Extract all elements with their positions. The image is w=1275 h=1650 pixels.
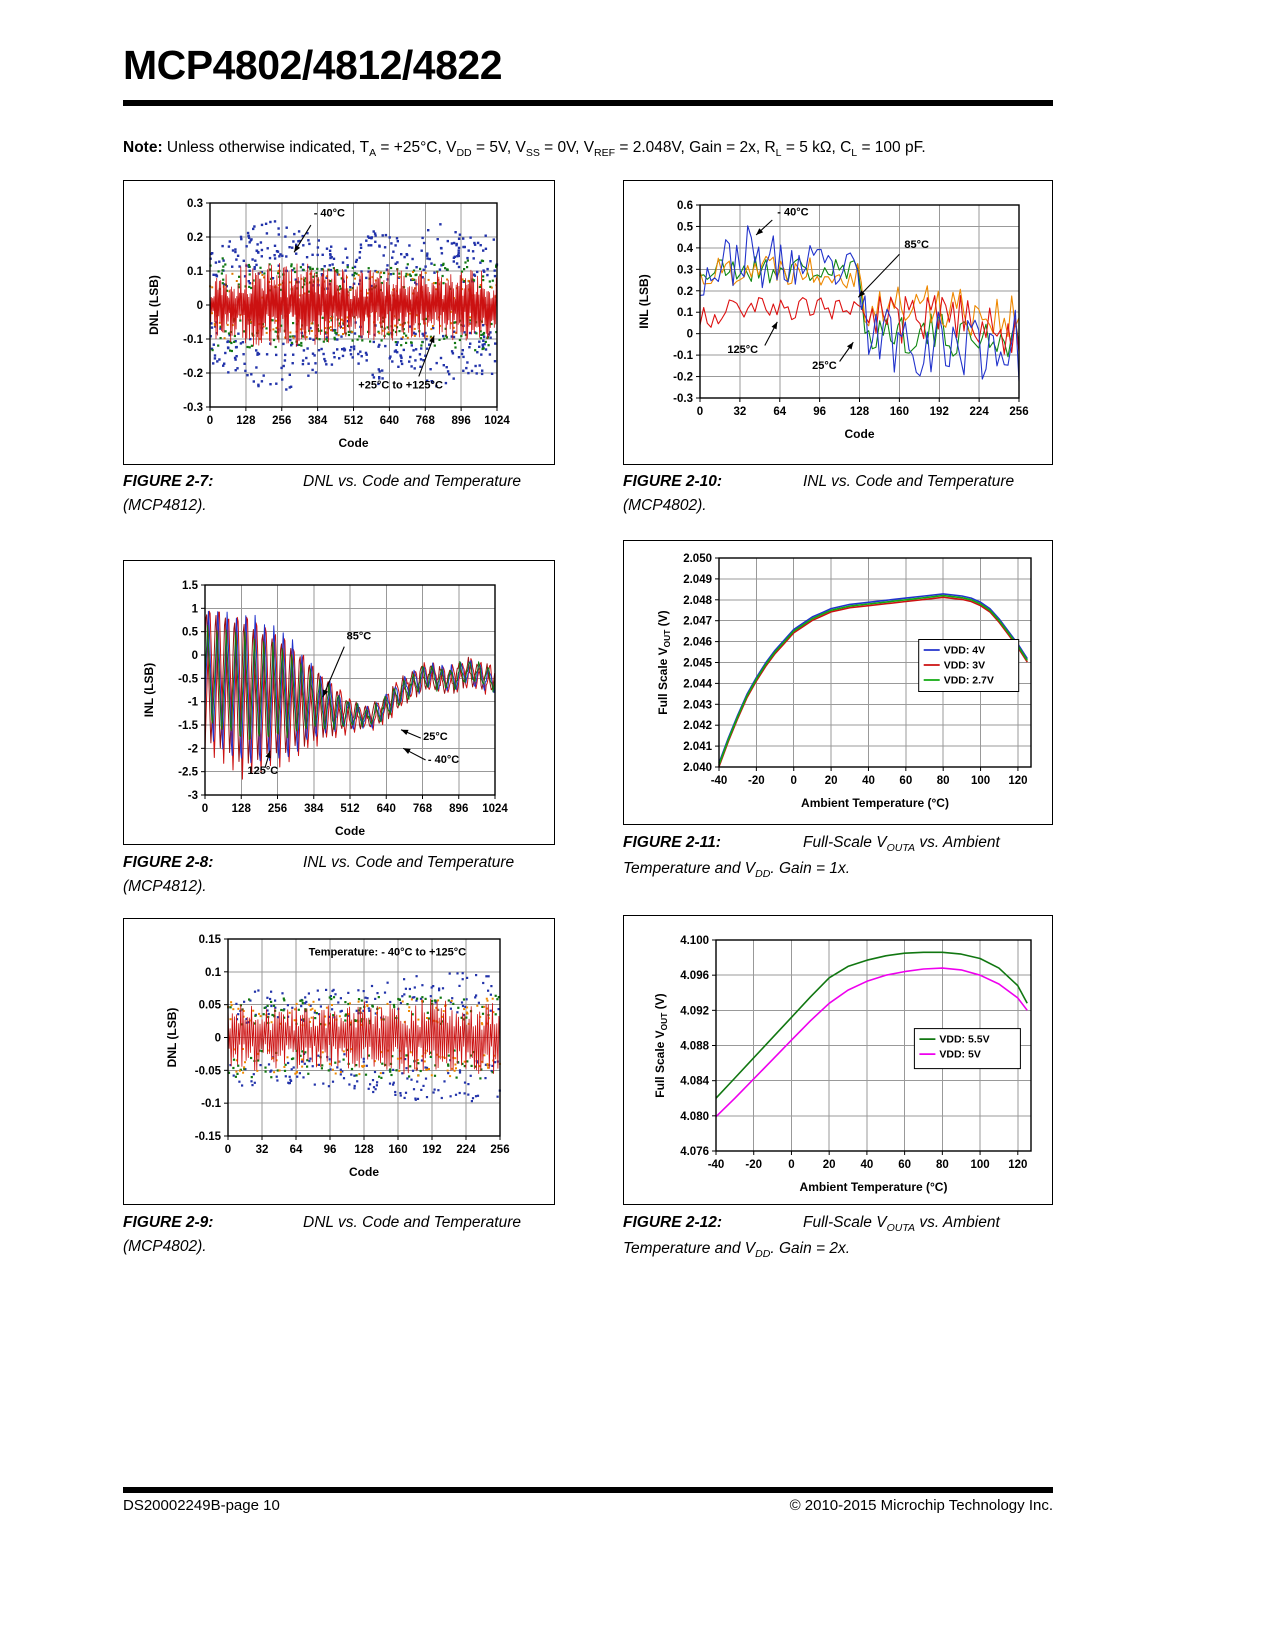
svg-text:128: 128 [231, 803, 251, 815]
figure-2-12-box [623, 915, 1053, 1205]
svg-text:896: 896 [451, 415, 471, 427]
fig-2-12-canvas [624, 916, 1052, 1204]
svg-text:256: 256 [1009, 406, 1029, 418]
svg-text:DNL (LSB): DNL (LSB) [165, 1007, 179, 1068]
figure-2-10-chart [624, 181, 1052, 464]
figure-caption-label: FIGURE 2-9: [123, 1214, 214, 1231]
svg-text:768: 768 [412, 803, 433, 815]
figure-caption-label: FIGURE 2-7: [123, 473, 214, 490]
svg-text:2.041: 2.041 [683, 741, 712, 754]
svg-text:0.15: 0.15 [198, 934, 221, 946]
svg-text:60: 60 [898, 1159, 912, 1171]
svg-text:0: 0 [196, 300, 203, 312]
figure-2-7-box [123, 180, 555, 465]
figure-caption-text: DNL vs. Code and Temperature (MCP4812). [123, 473, 521, 515]
svg-text:384: 384 [308, 415, 328, 427]
svg-text:224: 224 [969, 406, 989, 418]
figure-2-9-box [123, 918, 555, 1205]
fig-2-9-canvas [124, 919, 554, 1204]
svg-text:256: 256 [272, 415, 292, 427]
figure-2-12-chart [624, 916, 1052, 1204]
svg-text:Ambient Temperature (°C): Ambient Temperature (°C) [801, 796, 949, 810]
svg-text:-0.1: -0.1 [201, 1098, 221, 1111]
svg-text:0: 0 [224, 1144, 232, 1156]
svg-text:125°C: 125°C [727, 344, 759, 356]
figure-2-7-caption [123, 470, 555, 519]
figure-2-10-caption [623, 470, 1053, 519]
svg-text:640: 640 [376, 803, 396, 815]
svg-text:96: 96 [323, 1144, 337, 1156]
svg-text:-0.05: -0.05 [194, 1065, 221, 1078]
svg-text:4.088: 4.088 [680, 1040, 709, 1053]
svg-text:0.1: 0.1 [205, 966, 221, 979]
svg-text:1024: 1024 [482, 803, 508, 815]
note-label: Note: [123, 139, 163, 156]
svg-text:1.5: 1.5 [182, 580, 198, 592]
svg-text:2.049: 2.049 [683, 573, 712, 586]
svg-text:VDD: 2.7V: VDD: 2.7V [943, 674, 994, 687]
figure-2-12-caption [623, 1211, 1053, 1263]
svg-text:-0.2: -0.2 [673, 371, 693, 384]
svg-text:0.5: 0.5 [677, 221, 693, 234]
figure-caption-text: Full-Scale $V_{OUTA}$ vs. Ambient Temperature and $V_{DD}$. Gain = 2x. [623, 1214, 1000, 1260]
svg-text:Code: Code [844, 427, 875, 441]
svg-text:20: 20 [824, 775, 838, 787]
svg-text:-20: -20 [745, 1159, 763, 1171]
figure-2-8-caption [123, 851, 555, 900]
figure-2-9-chart [124, 919, 554, 1204]
svg-text:4.092: 4.092 [680, 1005, 709, 1018]
svg-text:-40: -40 [710, 775, 728, 787]
svg-text:64: 64 [773, 406, 787, 418]
svg-text:896: 896 [449, 803, 469, 815]
svg-text:- 40°C: - 40°C [427, 753, 460, 766]
svg-text:0: 0 [191, 650, 198, 662]
svg-text:80: 80 [936, 775, 950, 787]
svg-text:0: 0 [201, 803, 209, 815]
svg-text:384: 384 [304, 803, 324, 815]
svg-text:64: 64 [289, 1144, 303, 1156]
svg-text:VDD: 5.5V: VDD: 5.5V [939, 1033, 990, 1046]
figure-2-9-caption [123, 1211, 555, 1260]
svg-text:2.040: 2.040 [683, 762, 712, 774]
figure-2-8-box [123, 560, 555, 845]
svg-text:-40: -40 [707, 1159, 725, 1171]
figure-caption-label: FIGURE 2-12: [623, 1214, 723, 1231]
svg-text:-0.1: -0.1 [673, 350, 693, 363]
svg-text:2.048: 2.048 [683, 594, 712, 607]
svg-text:256: 256 [490, 1144, 510, 1156]
svg-text:+25°C to +125°C: +25°C to +125°C [358, 379, 443, 392]
svg-text:0: 0 [214, 1032, 221, 1045]
figure-caption-text: INL vs. Code and Temperature (MCP4802). [623, 473, 1015, 515]
svg-text:2.043: 2.043 [683, 699, 712, 712]
svg-text:120: 120 [1008, 775, 1028, 787]
svg-text:0: 0 [686, 328, 693, 341]
svg-text:0.3: 0.3 [187, 198, 203, 210]
svg-text:160: 160 [889, 406, 909, 418]
svg-text:2.050: 2.050 [683, 553, 712, 565]
footer-doc-number: DS20002249B-page 10 [123, 1497, 280, 1514]
note-text: Unless otherwise indicated, $T_A = +25^\circ C$, $V_{DD} = 5V$, $V_{SS} = 0V$, $V_{REF} = 2.048V$, Gain = 2x, $R_L = 5$ kΩ, $C_L = 100$ pF. [162, 139, 926, 160]
figure-caption-text: INL vs. Code and Temperature (MCP4812). [123, 854, 515, 896]
svg-text:640: 640 [379, 415, 399, 427]
svg-text:2.045: 2.045 [683, 657, 712, 670]
svg-text:-1: -1 [187, 696, 198, 709]
svg-text:4.100: 4.100 [680, 935, 709, 947]
svg-text:Code: Code [335, 824, 365, 838]
svg-text:INL (LSB): INL (LSB) [142, 662, 156, 718]
figure-caption-label: FIGURE 2-10: [623, 473, 723, 490]
svg-text:0.2: 0.2 [187, 232, 203, 244]
svg-text:25°C: 25°C [812, 360, 837, 373]
svg-text:- 40°C: - 40°C [777, 206, 809, 219]
svg-text:-0.15: -0.15 [194, 1131, 221, 1143]
svg-text:2.042: 2.042 [683, 720, 712, 733]
svg-text:125°C: 125°C [247, 765, 279, 777]
svg-text:120: 120 [1008, 1159, 1028, 1171]
fig-2-8-canvas [124, 561, 554, 844]
svg-text:Code: Code [349, 1165, 379, 1179]
figure-caption-label: FIGURE 2-11: [623, 834, 721, 851]
svg-text:-3: -3 [187, 790, 198, 802]
svg-text:100: 100 [970, 775, 991, 787]
svg-text:-2: -2 [187, 743, 198, 756]
svg-text:0.05: 0.05 [198, 999, 221, 1012]
svg-text:80: 80 [935, 1159, 949, 1171]
svg-text:-1.5: -1.5 [178, 720, 198, 732]
svg-text:0: 0 [788, 1159, 795, 1171]
svg-text:512: 512 [343, 415, 364, 427]
svg-text:4.084: 4.084 [680, 1075, 709, 1088]
svg-text:-20: -20 [748, 775, 765, 787]
svg-text:0: 0 [206, 415, 214, 427]
svg-text:-0.3: -0.3 [673, 393, 693, 405]
svg-text:0.1: 0.1 [187, 266, 203, 278]
svg-text:2.047: 2.047 [683, 615, 712, 628]
svg-text:0.6: 0.6 [677, 200, 693, 212]
svg-text:4.080: 4.080 [680, 1110, 709, 1123]
fig-2-10-canvas [624, 181, 1052, 464]
figure-2-10-box [623, 180, 1053, 465]
figure-caption-text: DNL vs. Code and Temperature (MCP4802). [123, 1214, 521, 1256]
svg-text:0.3: 0.3 [677, 264, 693, 277]
svg-text:96: 96 [813, 406, 827, 418]
svg-text:256: 256 [267, 803, 288, 815]
svg-text:Code: Code [338, 436, 369, 450]
svg-text:-2.5: -2.5 [178, 766, 198, 779]
svg-text:1: 1 [191, 603, 198, 616]
svg-text:-0.3: -0.3 [183, 402, 203, 414]
svg-text:40: 40 [862, 775, 875, 787]
svg-text:85°C: 85°C [346, 630, 372, 643]
svg-text:2.044: 2.044 [683, 678, 712, 691]
svg-text:Full Scale VOUT (V): Full Scale $V_{OUT}$ (V) [656, 610, 672, 715]
svg-text:128: 128 [236, 415, 256, 427]
svg-text:0.1: 0.1 [677, 307, 693, 320]
svg-text:0.4: 0.4 [677, 242, 693, 255]
figure-2-11-box [623, 540, 1053, 825]
svg-text:4.076: 4.076 [680, 1146, 709, 1158]
svg-text:32: 32 [733, 406, 747, 418]
fig-2-11-canvas [624, 541, 1052, 824]
svg-text:0: 0 [790, 775, 797, 787]
footer-rule [123, 1487, 1053, 1493]
svg-text:-0.2: -0.2 [183, 368, 203, 380]
svg-text:INL (LSB): INL (LSB) [637, 274, 651, 329]
svg-text:Temperature: - 40°C to +125°C: Temperature: - 40°C to +125°C [308, 946, 467, 959]
svg-text:768: 768 [415, 415, 435, 427]
figure-caption-text: Full-Scale $V_{OUTA}$ vs. Ambient Temperature and $V_{DD}$. Gain = 1x. [623, 834, 1000, 880]
svg-text:40: 40 [860, 1159, 874, 1171]
figure-2-8-chart [124, 561, 554, 844]
svg-text:0.5: 0.5 [182, 626, 198, 639]
footer-copyright: © 2010-2015 Microchip Technology Inc. [789, 1497, 1053, 1514]
svg-text:VDD: 5V: VDD: 5V [939, 1048, 981, 1061]
svg-text:-0.1: -0.1 [183, 334, 203, 346]
svg-text:128: 128 [354, 1144, 374, 1156]
svg-text:1024: 1024 [484, 415, 510, 427]
svg-text:32: 32 [255, 1144, 269, 1156]
svg-text:4.096: 4.096 [680, 970, 709, 983]
svg-text:2.046: 2.046 [683, 636, 712, 649]
svg-text:Ambient Temperature (°C): Ambient Temperature (°C) [799, 1180, 948, 1194]
header-rule [123, 100, 1053, 106]
svg-text:160: 160 [388, 1144, 408, 1156]
svg-text:0.2: 0.2 [677, 285, 693, 298]
svg-text:192: 192 [929, 406, 949, 418]
svg-text:85°C: 85°C [904, 238, 929, 251]
svg-text:192: 192 [422, 1144, 442, 1156]
svg-text:224: 224 [456, 1144, 476, 1156]
fig-2-7-canvas [124, 181, 554, 464]
svg-text:Full Scale VOUT (V): Full Scale $V_{OUT}$ (V) [653, 993, 669, 1098]
svg-text:60: 60 [899, 775, 913, 787]
page-title: MCP4802/4812/4822 [123, 42, 503, 88]
svg-text:25°C: 25°C [423, 730, 448, 743]
svg-text:VDD: 3V: VDD: 3V [943, 659, 986, 672]
svg-text:100: 100 [970, 1159, 990, 1171]
svg-text:DNL (LSB): DNL (LSB) [147, 275, 161, 335]
svg-text:VDD: 4V: VDD: 4V [943, 644, 986, 657]
svg-text:-0.5: -0.5 [178, 673, 198, 686]
svg-text:0: 0 [696, 406, 704, 418]
figure-2-11-chart [624, 541, 1052, 824]
svg-text:20: 20 [822, 1159, 836, 1171]
svg-text:128: 128 [849, 406, 870, 418]
figure-caption-label: FIGURE 2-8: [123, 854, 214, 871]
figure-2-11-caption [623, 831, 1053, 883]
figure-2-7-chart [124, 181, 554, 464]
svg-text:512: 512 [340, 803, 360, 815]
conditions-note [123, 139, 1063, 159]
svg-text:- 40°C: - 40°C [313, 207, 346, 220]
